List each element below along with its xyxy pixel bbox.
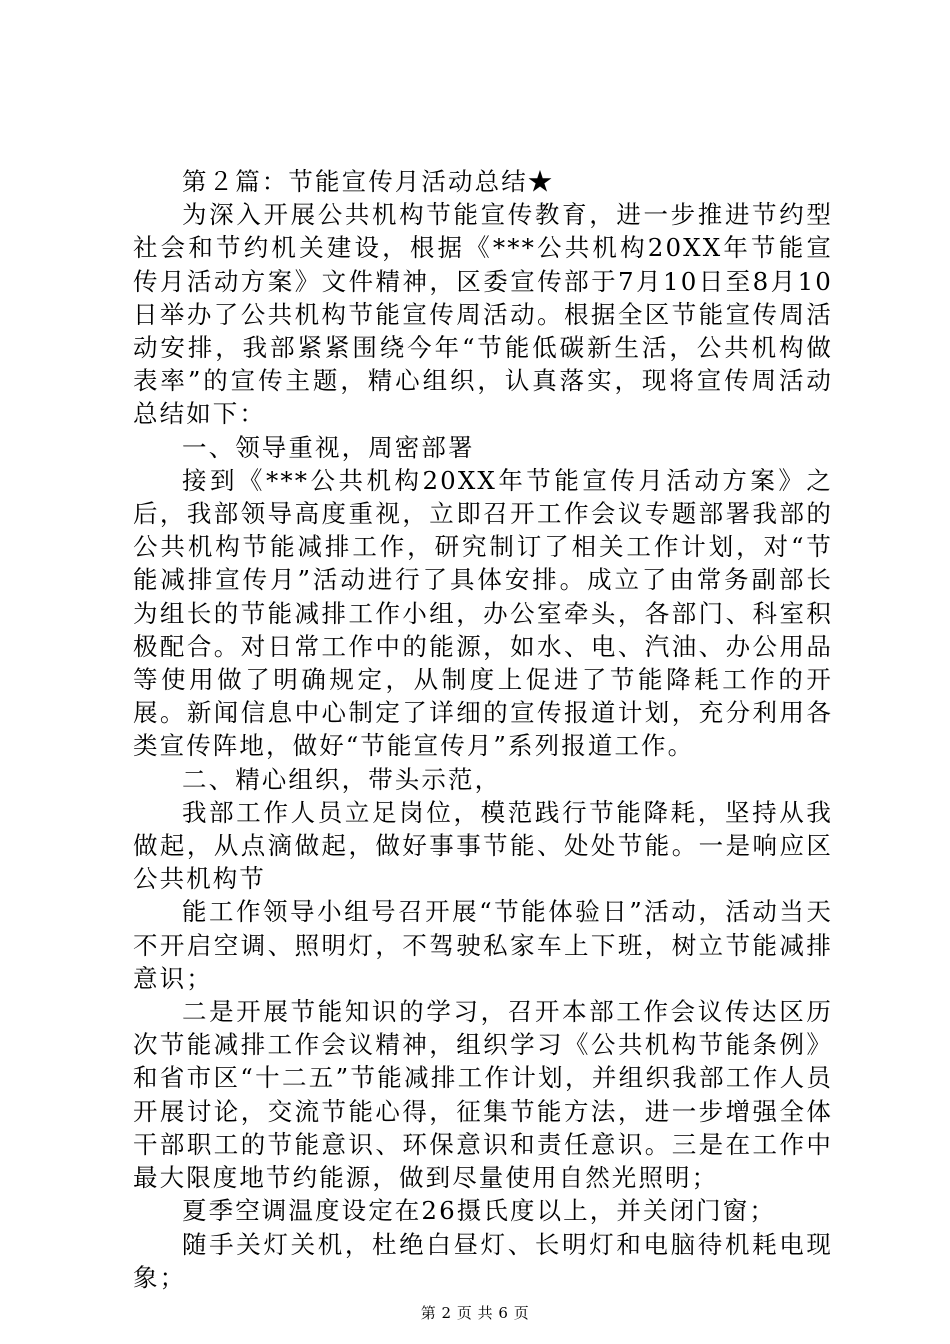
document-title: 第２篇：节能宣传月活动总结★ xyxy=(182,167,555,196)
paragraph-section-2b: 能工作领导小组号召开展“节能体验日”活动，活动当天不开启空调、照明灯，不驾驶私家车上下班，树立节能减排意识； xyxy=(133,897,833,993)
paragraph-section-2c: 二是开展节能知识的学习，召开本部工作会议传达区历次节能减排工作会议精神，组织学习《公共机构节能条例》和省市区“十二五”节能减排工作计划，并组织我部工作人员开展讨论，交流节能心得，征集节能方法，进一步增强全体干部职工的节能意识、环保意识和责任意识。三是在工作中最大限度地节约能源，做到尽量使用自然光照明； xyxy=(133,997,833,1193)
section-heading-1: 一、领导重视，周密部署 xyxy=(182,432,475,462)
document-body xyxy=(133,165,833,1294)
section-heading-2: 二、精心组织，带头示范， xyxy=(182,764,502,794)
paragraph-section-1: 接到《***公共机构20XX年节能宣传月活动方案》之后，我部领导高度重视，立即召开工作会议专题部署我部的公共机构节能减排工作，研究制订了相关工作计划，对“节能减排宣传月”活动进行了具体安排。成立了由常务副部长为组长的节能减排工作小组，办公室牵头，各部门、科室积极配合。对日常工作中的能源，如水、电、汽油、办公用品等使用做了明确规定，从制度上促进了节能降耗工作的开展。新闻信息中心制定了详细的宣传报道计划，充分利用各类宣传阵地，做好“节能宣传月”系列报道工作。 xyxy=(133,465,833,761)
page-footer: 第 2 页 共 6 页 xyxy=(420,1304,530,1322)
paragraph-section-2d: 夏季空调温度设定在26摄氏度以上，并关闭门窗； xyxy=(182,1196,776,1226)
paragraph-section-2a: 我部工作人员立足岗位，模范践行节能降耗，坚持从我做起，从点滴做起，做好事事节能、处处节能。一是响应区公共机构节 xyxy=(133,797,833,894)
paragraph-section-2e: 随手关灯关机，杜绝白昼灯、长明灯和电脑待机耗电现象； xyxy=(133,1229,833,1292)
paragraph-intro: 为深入开展公共机构节能宣传教育，进一步推进节约型社会和节约机关建设，根据《***公共机构20XX年节能宣传月活动方案》文件精神，区委宣传部于7月10日至8月10日举办了公共机构节能宣传周活动。根据全区节能宣传周活动安排，我部紧紧围绕今年“节能低碳新生活，公共机构做表率”的宣传主题，精心组织，认真落实，现将宣传周活动总结如下： xyxy=(133,200,833,429)
